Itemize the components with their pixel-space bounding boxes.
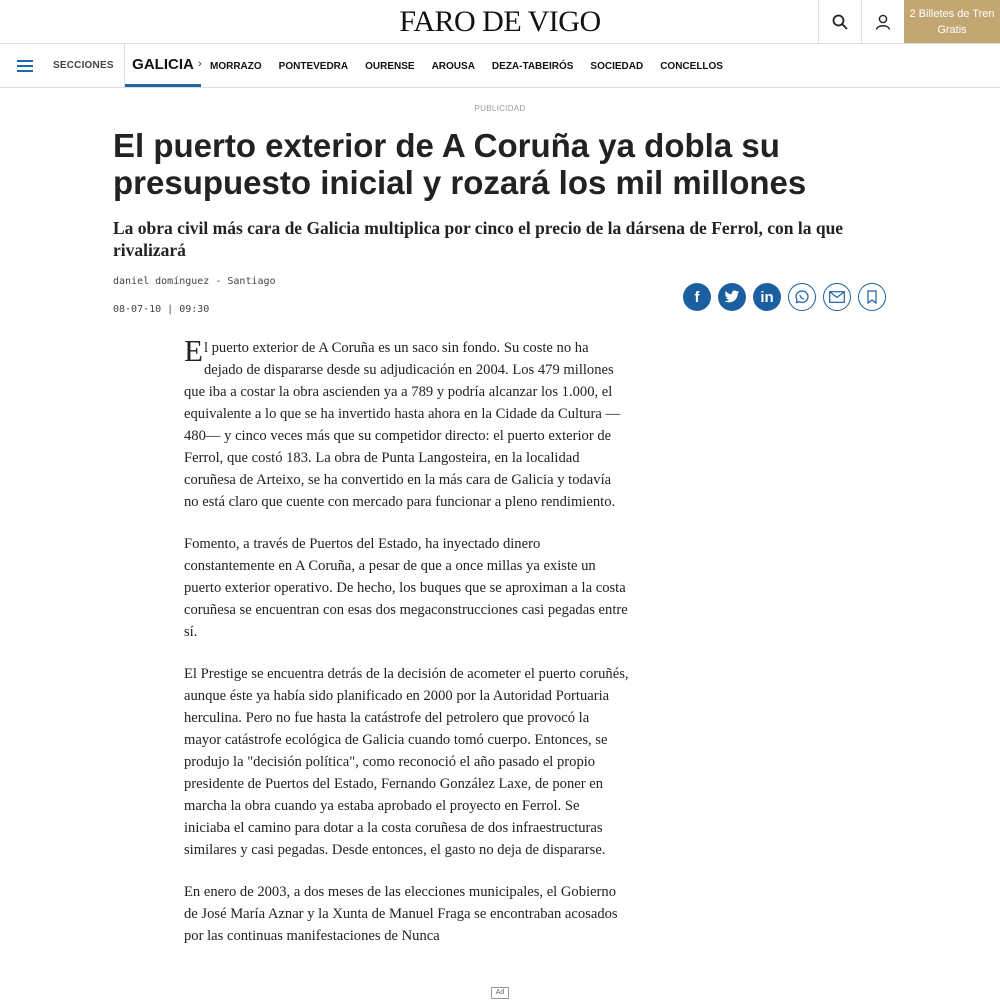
- article-paragraph: [184, 333, 629, 513]
- nav-item-sociedad[interactable]: SOCIEDAD: [590, 61, 644, 72]
- share-linkedin-button[interactable]: [753, 283, 781, 311]
- secciones-link[interactable]: SECCIONES: [53, 60, 114, 71]
- section-nav: [0, 44, 1000, 88]
- menu-button[interactable]: [0, 44, 50, 87]
- ad-label: PUBLICIDAD: [474, 104, 526, 113]
- share-whatsapp-button[interactable]: [788, 283, 816, 311]
- share-bar: [683, 283, 893, 311]
- search-icon: [832, 14, 848, 30]
- user-button[interactable]: [861, 0, 904, 43]
- email-icon: [829, 291, 845, 303]
- article-paragraph: En enero de 2003, a dos meses de las elecciones municipales, el Gobierno de José María Aznar y la Xunta de Manuel Fraga se encontraban acosados por las continuas manifestaciones de Nunca: [184, 884, 618, 944]
- header-actions: [818, 0, 904, 43]
- share-twitter-button[interactable]: [718, 283, 746, 311]
- article-headline: El puerto exterior de A Coruña ya dobla su presupuesto inicial y rozará los mil millones: [113, 127, 807, 201]
- twitter-icon: [724, 290, 740, 304]
- nav-item-morrazo[interactable]: MORRAZO: [210, 61, 262, 72]
- share-email-button[interactable]: [823, 283, 851, 311]
- article-date: 08·07·10 | 09:30: [113, 304, 210, 315]
- site-logo[interactable]: FARO DE VIGO: [399, 5, 601, 38]
- promo-label: 2 Billetes de Tren Gratis: [909, 7, 995, 36]
- hamburger-icon: [17, 60, 33, 72]
- share-facebook-button[interactable]: [683, 283, 711, 311]
- article-subtitle: La obra civil más cara de Galicia multiplica por cinco el precio de la dársena de Ferrol, con la que rivalizará: [113, 218, 844, 260]
- drop-cap: E: [184, 333, 203, 368]
- search-button[interactable]: [818, 0, 861, 43]
- whatsapp-icon: [794, 289, 810, 305]
- article-paragraph: El Prestige se encuentra detrás de la decisión de acometer el puerto coruñés, aunque éste ya había sido planificado en 2000 por la Autoridad Portuaria herculina. Pero no fue hasta la catástrofe del petrolero que provocó la mayor catástrofe ecológica de Galicia cuando tomó cuerpo. Entonces, se produjo la "decisión política", como reconoció el año pasado el propio presidente de Puertos del Estado, Fernando González Laxe, de poner en marcha la obra cuando ya estaba aprobado el proyecto en Ferrol. Se iniciaba el camino para dotar a la costa coruñesa de dos infraestructuras similares y casi pegadas. Desde entonces, el gasto no deja de dispararse.: [184, 666, 629, 858]
- bookmark-button[interactable]: [858, 283, 886, 311]
- nav-item-concellos[interactable]: CONCELLOS: [660, 61, 723, 72]
- nav-item-pontevedra[interactable]: PONTEVEDRA: [278, 61, 349, 72]
- user-icon: [875, 14, 891, 30]
- chevron-right-icon: ›: [198, 58, 202, 70]
- article-paragraph: Fomento, a través de Puertos del Estado, ha inyectado dinero constantemente en A Coruña, a pesar de que a once millas ya existe un puerto exterior operativo. De hecho, los buques que se aproximan a la costa coruñesa se encuentran con esas dos megaconstrucciones casi pegadas entre sí.: [184, 536, 628, 640]
- nav-item-arousa[interactable]: AROUSA: [431, 61, 475, 72]
- nav-active-galicia[interactable]: GALICIA: [125, 44, 201, 87]
- nav-items: [210, 44, 740, 87]
- nav-item-ourense[interactable]: OURENSE: [365, 61, 415, 72]
- nav-item-deza-tabeiros[interactable]: DEZA-TABEIRÓS: [491, 61, 574, 72]
- bookmark-icon: [867, 290, 877, 304]
- promo-button[interactable]: [904, 0, 1000, 43]
- article-byline[interactable]: daniel domínguez - Santiago: [113, 276, 276, 287]
- top-header: [0, 0, 1000, 44]
- ad-badge[interactable]: Ad: [491, 987, 509, 999]
- paragraph-text: l puerto exterior de A Coruña es un saco sin fondo. Su coste no ha dejado de dispararse desde su adjudicación en 2004. Los 479 millones que iba a costar la obra ascienden ya a 789 y podría alcanzar los 1.000, el equivalente a lo que se ha invertido hasta ahora en la Cidade da Cultura —480— y cinco veces más que su competidor directo: el puerto exterior de Ferrol, que costó 183. La obra de Punta Langosteira, en la localidad coruñesa de Arteixo, se ha convertido en la más cara de Galicia y todavía no está claro que cuente con mercado para funcionar a pleno rendimiento.: [184, 340, 621, 510]
- facebook-icon: f: [694, 288, 700, 306]
- article-body: [184, 333, 629, 967]
- linkedin-icon: in: [760, 288, 774, 306]
